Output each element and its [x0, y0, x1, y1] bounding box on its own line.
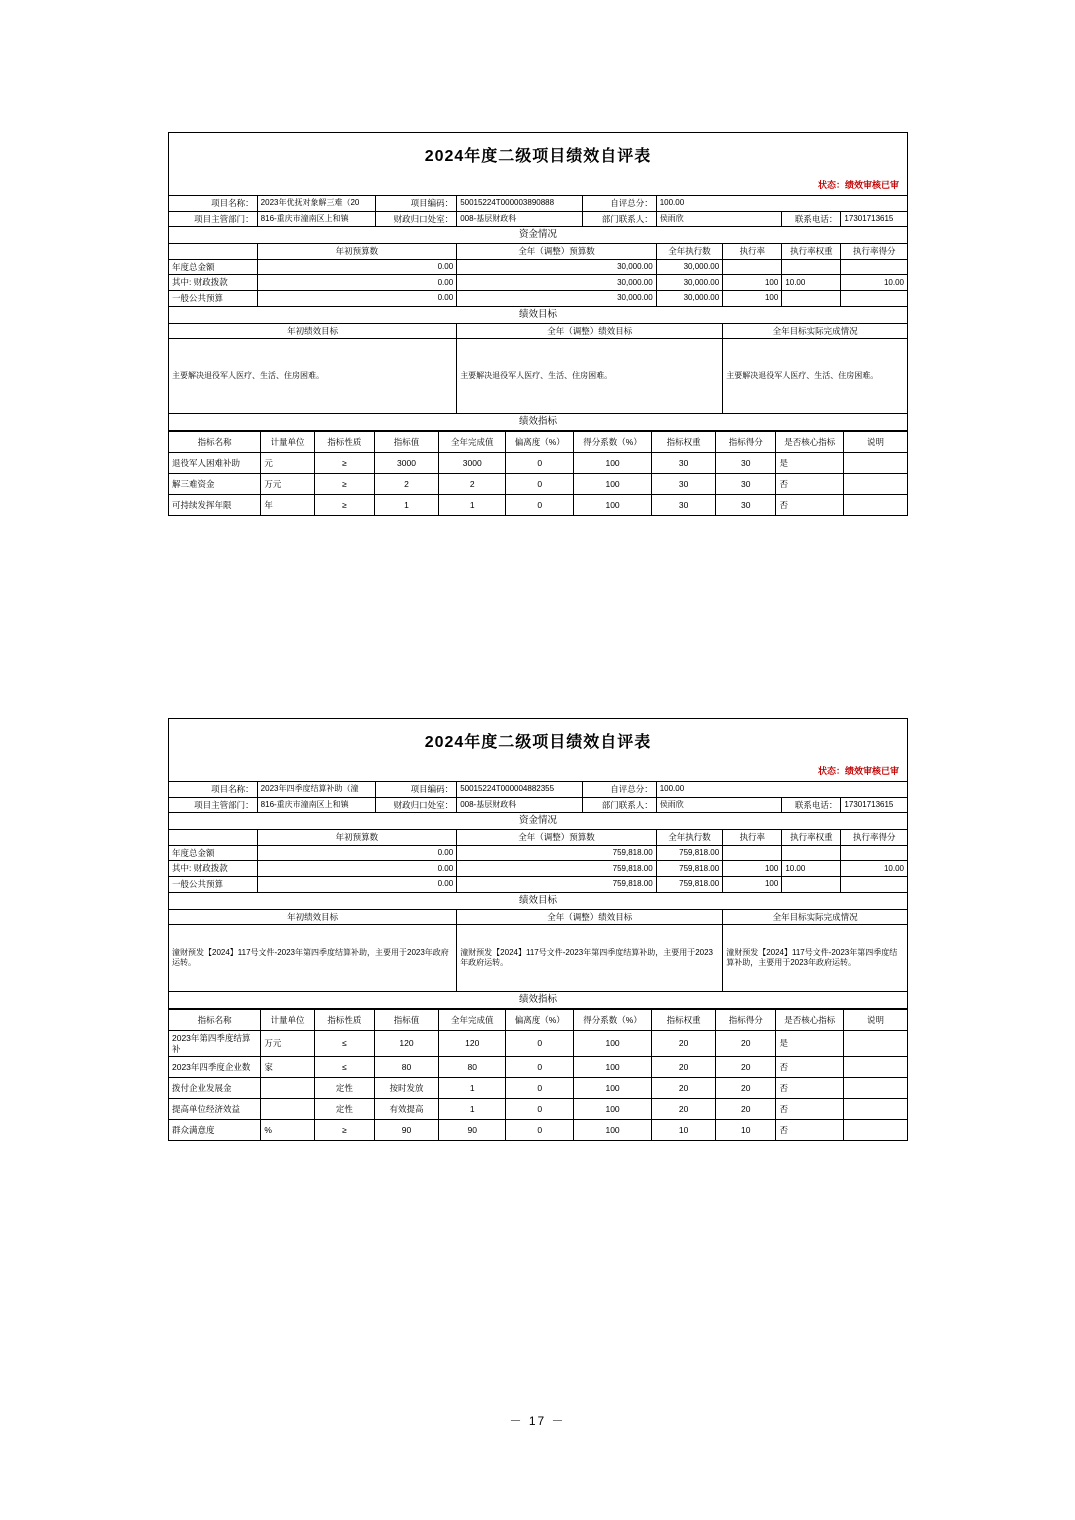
- funds-row-label: 一般公共预算: [169, 291, 258, 307]
- ind-coef: 100: [573, 1078, 651, 1099]
- funds-cell: [723, 259, 782, 275]
- funds-cell: 759,818.00: [457, 877, 657, 893]
- ind-nature: ≤: [314, 1057, 374, 1078]
- project-name-label: 项目名称：: [169, 196, 258, 212]
- form-title: 2024年度二级项目绩效自评表: [168, 132, 908, 175]
- ind-unit: %: [261, 1120, 314, 1141]
- finance-label: 财政归口处室：: [375, 211, 456, 227]
- ind-core: 否: [776, 474, 844, 495]
- funds-col-4: 执行率: [723, 830, 782, 846]
- phone-label: 联系电话：: [782, 211, 841, 227]
- ind-actual: 1: [438, 1099, 506, 1120]
- ind-unit: 年: [261, 495, 314, 516]
- ind-weight: 20: [652, 1057, 716, 1078]
- table-row: [169, 323, 908, 339]
- ind-score: 10: [716, 1120, 776, 1141]
- goal-actual: 潼财预发【2024】117号文件-2023年第四季度结算补助，主要用于2023年政府运转。: [723, 925, 908, 992]
- ind-note: [843, 1057, 907, 1078]
- ind-note: [843, 1120, 907, 1141]
- ind-nature: ≥: [314, 474, 374, 495]
- ind-col-7: 指标权重: [652, 1010, 716, 1031]
- funds-cell: [841, 259, 908, 275]
- funds-cell: 30,000.00: [656, 291, 723, 307]
- ind-coef: 100: [573, 495, 651, 516]
- self-score-label: 自评总分：: [582, 782, 656, 798]
- contact-value: 侯雨欣: [656, 211, 782, 227]
- goal-actual: 主要解决退役军人医疗、生活、住房困难。: [723, 339, 908, 414]
- table-row: [169, 925, 908, 992]
- ind-nature: ≥: [314, 453, 374, 474]
- ind-col-1: 计量单位: [261, 1010, 314, 1031]
- ind-dev: 0: [506, 453, 574, 474]
- ind-name: 提高单位经济效益: [169, 1099, 261, 1120]
- ind-core: 否: [776, 1099, 844, 1120]
- ind-dev: 0: [506, 1120, 574, 1141]
- goals-col-2: 全年目标实际完成情况: [723, 323, 908, 339]
- project-code-value: 50015224T000004882355: [457, 782, 583, 798]
- ind-name: 2023年第四季度结算补: [169, 1031, 261, 1057]
- ind-core: 是: [776, 453, 844, 474]
- ind-col-5: 偏离度（%）: [506, 432, 574, 453]
- table-row: [169, 453, 908, 474]
- ind-dev: 0: [506, 1078, 574, 1099]
- ind-unit: 家: [261, 1057, 314, 1078]
- status-badge: 状态：绩效审核已审: [168, 175, 908, 195]
- form-table: [168, 195, 908, 431]
- ind-score: 20: [716, 1078, 776, 1099]
- ind-col-10: 说明: [843, 432, 907, 453]
- funds-cell: [782, 845, 841, 861]
- ind-actual: 1: [438, 1078, 506, 1099]
- ind-target: 按时发放: [375, 1078, 439, 1099]
- project-name-value: 2023年四季度结算补助（潼: [257, 782, 375, 798]
- phone-value: 17301713615: [841, 211, 908, 227]
- performance-self-evaluation-form-2: [168, 718, 908, 1141]
- finance-value: 008-基层财政科: [457, 797, 583, 813]
- finance-value: 008-基层财政科: [457, 211, 583, 227]
- ind-core: 否: [776, 1057, 844, 1078]
- ind-note: [843, 495, 907, 516]
- ind-dev: 0: [506, 474, 574, 495]
- ind-note: [843, 1031, 907, 1057]
- funds-cell: [782, 259, 841, 275]
- ind-dev: 0: [506, 1057, 574, 1078]
- funds-cell: [841, 877, 908, 893]
- table-row: [169, 830, 908, 846]
- ind-name: 2023年四季度企业数: [169, 1057, 261, 1078]
- funds-col-2: 全年（调整）预算数: [457, 830, 657, 846]
- goals-col-1: 全年（调整）绩效目标: [457, 323, 723, 339]
- funds-cell: 0.00: [257, 861, 457, 877]
- funds-col-3: 全年执行数: [656, 244, 723, 260]
- table-row: [169, 414, 908, 431]
- ind-name: 可持续发挥年限: [169, 495, 261, 516]
- ind-col-6: 得分系数（%）: [573, 1010, 651, 1031]
- funds-cell: [723, 845, 782, 861]
- contact-label: 部门联系人：: [582, 797, 656, 813]
- table-row: [169, 861, 908, 877]
- funds-cell: 0.00: [257, 259, 457, 275]
- ind-target: 1: [375, 495, 439, 516]
- table-row: [169, 1010, 908, 1031]
- table-row: [169, 306, 908, 323]
- ind-weight: 30: [652, 495, 716, 516]
- table-row: [169, 1099, 908, 1120]
- phone-value: 17301713615: [841, 797, 908, 813]
- dept-value: 816-重庆市潼南区上和镇: [257, 797, 375, 813]
- funds-cell: 759,818.00: [656, 877, 723, 893]
- ind-score: 20: [716, 1031, 776, 1057]
- dept-label: 项目主管部门：: [169, 797, 258, 813]
- ind-nature: ≥: [314, 495, 374, 516]
- funds-col-6: 执行率得分: [841, 830, 908, 846]
- ind-coef: 100: [573, 1031, 651, 1057]
- ind-weight: 20: [652, 1078, 716, 1099]
- page-number: － 17 －: [509, 1414, 566, 1428]
- ind-note: [843, 1099, 907, 1120]
- table-row: [169, 196, 908, 212]
- funds-cell: 100: [723, 877, 782, 893]
- ind-nature: ≤: [314, 1031, 374, 1057]
- contact-label: 部门联系人：: [582, 211, 656, 227]
- funds-cell: [841, 291, 908, 307]
- ind-actual: 90: [438, 1120, 506, 1141]
- dept-label: 项目主管部门：: [169, 211, 258, 227]
- ind-note: [843, 474, 907, 495]
- form-title: 2024年度二级项目绩效自评表: [168, 718, 908, 761]
- ind-core: 否: [776, 495, 844, 516]
- ind-name: 解三难资金: [169, 474, 261, 495]
- ind-weight: 20: [652, 1099, 716, 1120]
- section-funds: 资金情况: [169, 227, 908, 244]
- table-row: [169, 813, 908, 830]
- section-goals: 绩效目标: [169, 306, 908, 323]
- table-row: [169, 244, 908, 260]
- project-name-label: 项目名称：: [169, 782, 258, 798]
- ind-dev: 0: [506, 1031, 574, 1057]
- table-row: [169, 474, 908, 495]
- funds-row-label: 其中: 财政拨款: [169, 275, 258, 291]
- funds-cell: 30,000.00: [457, 291, 657, 307]
- self-score-value: 100.00: [656, 196, 907, 212]
- section-indicators: 绩效指标: [169, 414, 908, 431]
- funds-row-label: 年度总金额: [169, 259, 258, 275]
- funds-cell: 30,000.00: [656, 259, 723, 275]
- indicators-table: [168, 431, 908, 516]
- goals-col-1: 全年（调整）绩效目标: [457, 909, 723, 925]
- ind-col-4: 全年完成值: [438, 1010, 506, 1031]
- self-score-label: 自评总分：: [582, 196, 656, 212]
- funds-cell: 10.00: [782, 861, 841, 877]
- table-row: [169, 259, 908, 275]
- ind-coef: 100: [573, 1120, 651, 1141]
- funds-cell: [841, 845, 908, 861]
- ind-coef: 100: [573, 453, 651, 474]
- ind-col-0: 指标名称: [169, 432, 261, 453]
- funds-cell: 30,000.00: [457, 275, 657, 291]
- table-row: [169, 1078, 908, 1099]
- ind-actual: 1: [438, 495, 506, 516]
- ind-name: 退役军人困难补助: [169, 453, 261, 474]
- funds-col-5: 执行率权重: [782, 244, 841, 260]
- table-row: [169, 495, 908, 516]
- table-row: [169, 797, 908, 813]
- funds-cell: 30,000.00: [457, 259, 657, 275]
- ind-coef: 100: [573, 1057, 651, 1078]
- funds-cell: 10.00: [841, 861, 908, 877]
- ind-col-7: 指标权重: [652, 432, 716, 453]
- ind-core: 否: [776, 1078, 844, 1099]
- finance-label: 财政归口处室：: [375, 797, 456, 813]
- ind-unit: [261, 1078, 314, 1099]
- ind-weight: 30: [652, 453, 716, 474]
- project-code-label: 项目编码：: [375, 782, 456, 798]
- funds-cell: 759,818.00: [457, 845, 657, 861]
- goal-initial: 潼财预发【2024】117号文件-2023年第四季度结算补助，主要用于2023年政府运转。: [169, 925, 457, 992]
- section-goals: 绩效目标: [169, 892, 908, 909]
- funds-cell: 0.00: [257, 877, 457, 893]
- section-funds: 资金情况: [169, 813, 908, 830]
- ind-dev: 0: [506, 495, 574, 516]
- goal-adjusted: 主要解决退役军人医疗、生活、住房困难。: [457, 339, 723, 414]
- phone-label: 联系电话：: [782, 797, 841, 813]
- self-score-value: 100.00: [656, 782, 907, 798]
- ind-weight: 30: [652, 474, 716, 495]
- indicators-table: [168, 1009, 908, 1141]
- status-badge: 状态：绩效审核已审: [168, 761, 908, 781]
- funds-col-5: 执行率权重: [782, 830, 841, 846]
- ind-score: 20: [716, 1057, 776, 1078]
- funds-cell: 759,818.00: [656, 861, 723, 877]
- ind-col-8: 指标得分: [716, 1010, 776, 1031]
- ind-score: 30: [716, 495, 776, 516]
- funds-row-label: 一般公共预算: [169, 877, 258, 893]
- ind-actual: 3000: [438, 453, 506, 474]
- ind-unit: 万元: [261, 1031, 314, 1057]
- table-row: [169, 291, 908, 307]
- funds-row-label: 其中: 财政拨款: [169, 861, 258, 877]
- table-row: [169, 877, 908, 893]
- ind-actual: 120: [438, 1031, 506, 1057]
- ind-col-2: 指标性质: [314, 432, 374, 453]
- table-row: [169, 845, 908, 861]
- goals-col-0: 年初绩效目标: [169, 323, 457, 339]
- ind-unit: [261, 1099, 314, 1120]
- ind-name: 拨付企业发展金: [169, 1078, 261, 1099]
- table-row: [169, 227, 908, 244]
- funds-col-0: [169, 244, 258, 260]
- ind-col-3: 指标值: [375, 432, 439, 453]
- funds-cell: [782, 877, 841, 893]
- ind-coef: 100: [573, 474, 651, 495]
- ind-col-6: 得分系数（%）: [573, 432, 651, 453]
- ind-coef: 100: [573, 1099, 651, 1120]
- ind-col-10: 说明: [843, 1010, 907, 1031]
- funds-cell: [782, 291, 841, 307]
- table-row: [169, 1031, 908, 1057]
- funds-col-2: 全年（调整）预算数: [457, 244, 657, 260]
- goals-col-0: 年初绩效目标: [169, 909, 457, 925]
- funds-cell: 10.00: [841, 275, 908, 291]
- ind-unit: 元: [261, 453, 314, 474]
- ind-target: 90: [375, 1120, 439, 1141]
- funds-cell: 0.00: [257, 275, 457, 291]
- table-row: [169, 909, 908, 925]
- funds-row-label: 年度总金额: [169, 845, 258, 861]
- ind-nature: 定性: [314, 1078, 374, 1099]
- form-table: [168, 781, 908, 1009]
- project-code-value: 50015224T000003890888: [457, 196, 583, 212]
- project-name-value: 2023年优抚对象解三难（20: [257, 196, 375, 212]
- funds-cell: 759,818.00: [656, 845, 723, 861]
- ind-note: [843, 453, 907, 474]
- ind-col-8: 指标得分: [716, 432, 776, 453]
- ind-target: 3000: [375, 453, 439, 474]
- funds-cell: 100: [723, 275, 782, 291]
- ind-col-1: 计量单位: [261, 432, 314, 453]
- ind-target: 120: [375, 1031, 439, 1057]
- goal-adjusted: 潼财预发【2024】117号文件-2023年第四季度结算补助，主要用于2023年政府运转。: [457, 925, 723, 992]
- ind-core: 是: [776, 1031, 844, 1057]
- funds-col-1: 年初预算数: [257, 830, 457, 846]
- ind-nature: ≥: [314, 1120, 374, 1141]
- funds-cell: 30,000.00: [656, 275, 723, 291]
- ind-target: 有效提高: [375, 1099, 439, 1120]
- ind-name: 群众满意度: [169, 1120, 261, 1141]
- dept-value: 816-重庆市潼南区上和镇: [257, 211, 375, 227]
- ind-weight: 20: [652, 1031, 716, 1057]
- table-row: [169, 1120, 908, 1141]
- ind-score: 30: [716, 474, 776, 495]
- ind-dev: 0: [506, 1099, 574, 1120]
- funds-cell: 10.00: [782, 275, 841, 291]
- ind-col-3: 指标值: [375, 1010, 439, 1031]
- table-row: [169, 275, 908, 291]
- ind-weight: 10: [652, 1120, 716, 1141]
- ind-actual: 2: [438, 474, 506, 495]
- ind-core: 否: [776, 1120, 844, 1141]
- ind-col-0: 指标名称: [169, 1010, 261, 1031]
- ind-col-9: 是否核心指标: [776, 1010, 844, 1031]
- ind-col-4: 全年完成值: [438, 432, 506, 453]
- ind-score: 20: [716, 1099, 776, 1120]
- performance-self-evaluation-form-1: [168, 132, 908, 516]
- table-row: [169, 432, 908, 453]
- funds-col-0: [169, 830, 258, 846]
- funds-col-3: 全年执行数: [656, 830, 723, 846]
- ind-target: 2: [375, 474, 439, 495]
- ind-col-2: 指标性质: [314, 1010, 374, 1031]
- table-row: [169, 211, 908, 227]
- funds-cell: 100: [723, 861, 782, 877]
- goal-initial: 主要解决退役军人医疗、生活、住房困难。: [169, 339, 457, 414]
- ind-note: [843, 1078, 907, 1099]
- funds-col-1: 年初预算数: [257, 244, 457, 260]
- ind-unit: 万元: [261, 474, 314, 495]
- goals-col-2: 全年目标实际完成情况: [723, 909, 908, 925]
- funds-cell: 100: [723, 291, 782, 307]
- table-row: [169, 892, 908, 909]
- funds-col-4: 执行率: [723, 244, 782, 260]
- table-row: [169, 339, 908, 414]
- project-code-label: 项目编码：: [375, 196, 456, 212]
- ind-score: 30: [716, 453, 776, 474]
- funds-col-6: 执行率得分: [841, 244, 908, 260]
- table-row: [169, 992, 908, 1009]
- funds-cell: 759,818.00: [457, 861, 657, 877]
- ind-col-5: 偏离度（%）: [506, 1010, 574, 1031]
- ind-col-9: 是否核心指标: [776, 432, 844, 453]
- section-indicators: 绩效指标: [169, 992, 908, 1009]
- ind-target: 80: [375, 1057, 439, 1078]
- ind-nature: 定性: [314, 1099, 374, 1120]
- ind-actual: 80: [438, 1057, 506, 1078]
- table-row: [169, 1057, 908, 1078]
- contact-value: 侯雨欣: [656, 797, 782, 813]
- table-row: [169, 782, 908, 798]
- funds-cell: 0.00: [257, 291, 457, 307]
- funds-cell: 0.00: [257, 845, 457, 861]
